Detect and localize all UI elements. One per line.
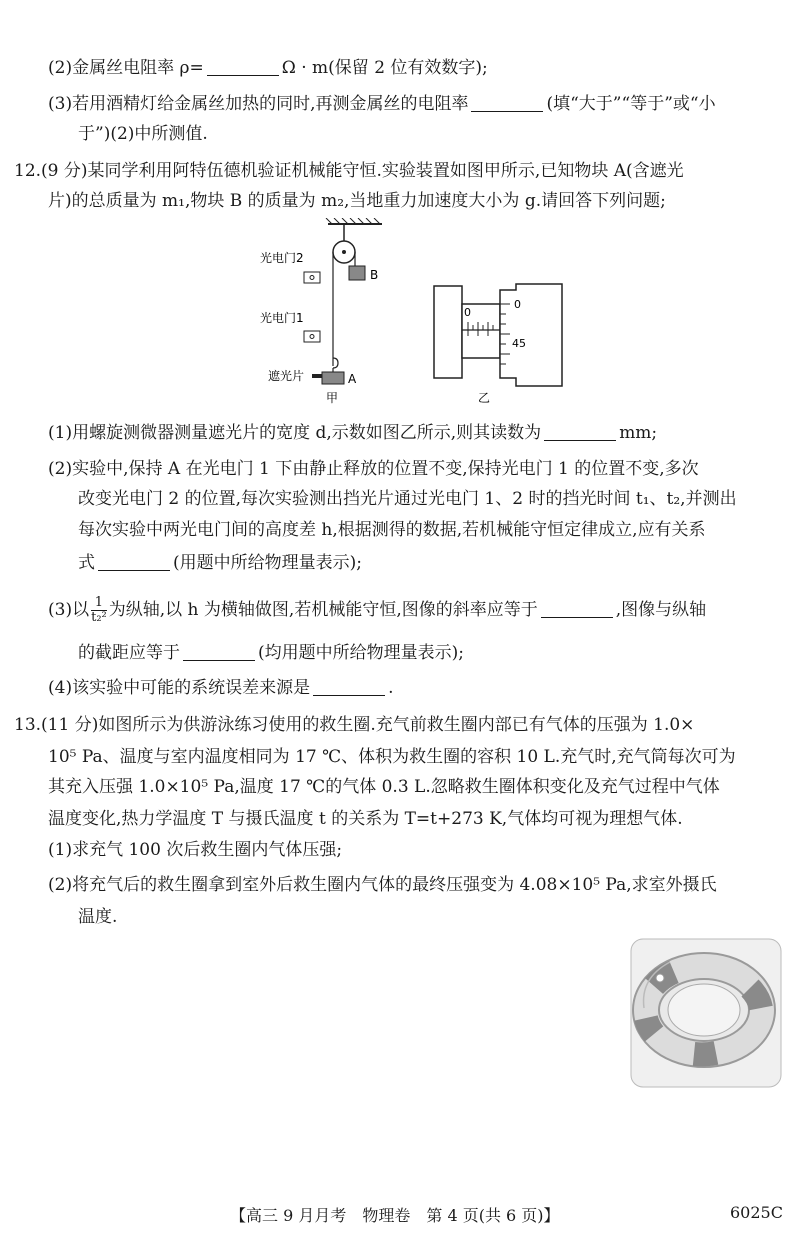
q12-part2-line1: (2)实验中,保持 A 在光电门 1 下由静止释放的位置不变,保持光电门 1 的位置不变,多次: [48, 459, 699, 479]
block-b: [349, 266, 365, 280]
q12-part1: (1)用螺旋测微器测量遮光片的宽度 d,示数如图乙所示,则其读数为 mm;: [48, 423, 658, 443]
q12-part3: (3)以 $\frac{1}{\text{t₂²}}$ 为纵轴,以 h 为横轴做图,若机械能守恒,图像的斜率应等于 ,图像与纵轴: [48, 595, 707, 625]
gate1-label: 光电门1: [260, 311, 304, 325]
answer-blank: [471, 95, 543, 112]
answer-blank: [183, 644, 255, 661]
shading-plate: [312, 374, 322, 378]
gate2-label: 光电门2: [260, 251, 304, 265]
svg-text:45: 45: [512, 337, 526, 350]
caption-yi: 乙: [478, 391, 491, 405]
q12-part2-line2: 改变光电门 2 的位置,每次实验测出挡光片通过光电门 1、2 时的挡光时间 t₁、t₂,并测出: [78, 489, 737, 509]
q13-part1: (1)求充气 100 次后救生圈内气体压强;: [48, 840, 343, 860]
q12-stem-line1: 12.(9 分)某同学利用阿特伍德机验证机械能守恒.实验装置如图甲所示,已知物块 A(含遮光: [14, 161, 684, 181]
q12-part3-cont: 的截距应等于 (均用题中所给物理量表示);: [78, 643, 464, 663]
q11-part3-cont: 于”)(2)中所测值.: [78, 124, 208, 144]
life-buoy-image: [630, 938, 782, 1088]
q13-stem-line2: 10⁵ Pa、温度与室内温度相同为 17 ℃、体积为救生圈的容积 10 L.充气时,充气筒每次可为: [48, 747, 736, 767]
shade-label: 遮光片: [268, 369, 305, 383]
atwood-figure: [240, 218, 580, 408]
q12-part2-line3: 每次实验中两光电门间的高度差 h,根据测得的数据,若机械能守恒定律成立,应有关系: [78, 520, 706, 540]
q13-stem-line4: 温度变化,热力学温度 T 与摄氏温度 t 的关系为 T=t+273 K,气体均可视为理想气体.: [48, 809, 683, 829]
q13-part2-line2: 温度.: [78, 907, 118, 927]
answer-blank: [207, 59, 279, 76]
q12-part2-line4: 式 (用题中所给物理量表示);: [78, 553, 362, 573]
q13-stem-line3: 其充入压强 1.0×10⁵ Pa,温度 17 ℃的气体 0.3 L.忽略救生圈体积变化及充气过程中气体: [48, 777, 720, 797]
fraction: $\frac{1}{\text{t₂²}}$: [91, 595, 107, 625]
micrometer: [434, 284, 562, 386]
answer-blank: [544, 424, 616, 441]
photogate-2: [304, 272, 320, 283]
svg-text:A: A: [348, 372, 357, 386]
svg-text:0: 0: [514, 298, 521, 311]
footer-code: 6025C: [730, 1203, 783, 1222]
footer-title: 【高三 9 月月考 物理卷 第 4 页(共 6 页)】: [230, 1206, 560, 1225]
svg-text:0: 0: [464, 306, 471, 319]
caption-jia: 甲: [326, 391, 339, 405]
q13-stem-line1: 13.(11 分)如图所示为供游泳练习使用的救生圈.充气前救生圈内部已有气体的压强为 1.0×: [14, 715, 695, 735]
q13-part2-line1: (2)将充气后的救生圈拿到室外后救生圈内气体的最终压强变为 4.08×10⁵ Pa,求室外摄氏: [48, 875, 717, 895]
block-a: [322, 372, 344, 384]
answer-blank: [541, 601, 613, 618]
q11-part2: (2)金属丝电阻率 ρ= Ω · m(保留 2 位有效数字);: [48, 58, 488, 78]
svg-text:B: B: [370, 268, 379, 282]
answer-blank: [313, 679, 385, 696]
q11-part3: (3)若用酒精灯给金属丝加热的同时,再测金属丝的电阻率 (填“大于”“等于”或“小: [48, 94, 716, 114]
q12-stem-line2: 片)的总质量为 m₁,物块 B 的质量为 m₂,当地重力加速度大小为 g.请回答下列问题;: [48, 191, 666, 211]
answer-blank: [98, 554, 170, 571]
q12-part4: (4)该实验中可能的系统误差来源是 .: [48, 678, 394, 698]
photogate-1: [304, 331, 320, 342]
